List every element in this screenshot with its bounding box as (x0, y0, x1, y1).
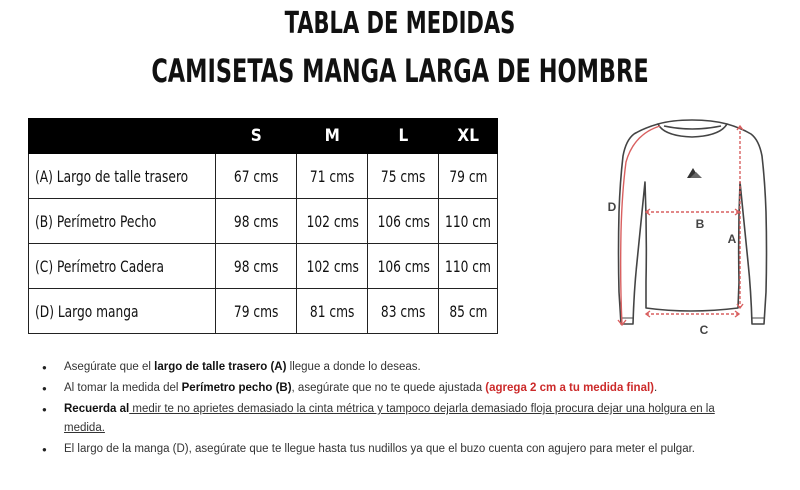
row-label (29, 244, 216, 289)
cell-value: 83 cms (381, 301, 426, 321)
table-cell (368, 289, 439, 334)
cell-value: 79 cms (233, 301, 279, 321)
row-label (29, 289, 216, 334)
note-text: . (654, 382, 658, 394)
list-item (38, 358, 758, 377)
row-label (29, 199, 216, 244)
page-title: TABLA DE MEDIDAS (284, 6, 516, 41)
note-text: llegue a donde lo deseas. (286, 361, 421, 373)
label-a: A (727, 232, 737, 246)
cell-value: 110 cm (445, 211, 492, 231)
table-cell (439, 289, 498, 334)
note-bold: largo de talle trasero (A) (154, 361, 287, 373)
table-row (29, 289, 498, 334)
note-text: Asegúrate que el (64, 361, 155, 373)
row-label-text: (C) Perímetro Cadera (35, 256, 165, 276)
header-size-l: L (368, 119, 439, 154)
row-label-text: (A) Largo de talle trasero (35, 166, 189, 186)
note-text: El largo de la manga (D), asegúrate que te llegue hasta tus nudillos ya que el buzo cuenta con agujero para meter el pulgar. (64, 443, 695, 455)
cell-value: 75 cms (381, 166, 426, 186)
list-item (38, 440, 758, 459)
table-cell (216, 289, 297, 334)
note-bold: Recuerda al (64, 403, 130, 415)
table-cell (368, 244, 439, 289)
table-cell (297, 244, 368, 289)
cell-value: 79 cm (449, 166, 488, 186)
table-cell (439, 199, 498, 244)
header-size-xl: XL (439, 119, 498, 154)
table-cell (216, 199, 297, 244)
table-cell (439, 244, 498, 289)
cell-value: 98 cms (233, 211, 279, 231)
table-cell (439, 154, 498, 199)
cell-value: 106 cms (377, 211, 430, 231)
shirt-diagram (600, 112, 800, 342)
row-label-text: (D) Largo manga (35, 301, 139, 321)
table-cell (216, 154, 297, 199)
shirt-outline (619, 120, 767, 324)
table-cell (297, 289, 368, 334)
table-cell (368, 154, 439, 199)
table-cell (368, 199, 439, 244)
measure-lines (618, 126, 743, 325)
header-label-cell (29, 119, 216, 154)
cell-value: 67 cms (233, 166, 279, 186)
header-size-m: M (297, 119, 368, 154)
cell-value: 85 cm (449, 301, 488, 321)
note-text: Al tomar la medida del (64, 382, 182, 394)
table-cell (297, 154, 368, 199)
cell-value: 110 cm (445, 256, 492, 276)
mountain-logo-icon (687, 168, 702, 178)
label-d: D (607, 200, 617, 214)
cell-value: 71 cms (310, 166, 355, 186)
table-row (29, 244, 498, 289)
table-cell (297, 199, 368, 244)
label-b: B (695, 217, 705, 231)
table-header-row (29, 119, 498, 154)
note-highlight: (agrega 2 cm a tu medida final) (485, 382, 655, 394)
page-subtitle: CAMISETAS MANGA LARGA DE HOMBRE (151, 52, 649, 90)
size-table (28, 118, 498, 334)
cell-value: 102 cms (306, 256, 359, 276)
table-row (29, 154, 498, 199)
header-size-s: S (216, 119, 297, 154)
notes-list (38, 358, 758, 461)
note-text: , asegúrate que no te quede ajustada (291, 382, 486, 394)
note-bold: Perímetro pecho (B) (181, 382, 292, 394)
cell-value: 106 cms (377, 256, 430, 276)
table-row (29, 199, 498, 244)
cell-value: 81 cms (310, 301, 355, 321)
label-c: C (699, 323, 709, 337)
note-underlined: medir te no aprietes demasiado la cinta métrica y tampoco dejarla demasiado floja procura dejar una holgura en la medida. (64, 403, 715, 434)
row-label (29, 154, 216, 199)
cell-value: 102 cms (306, 211, 359, 231)
list-item (38, 400, 758, 438)
cell-value: 98 cms (233, 256, 279, 276)
list-item (38, 379, 758, 398)
row-label-text: (B) Perímetro Pecho (35, 211, 157, 231)
table-cell (216, 244, 297, 289)
